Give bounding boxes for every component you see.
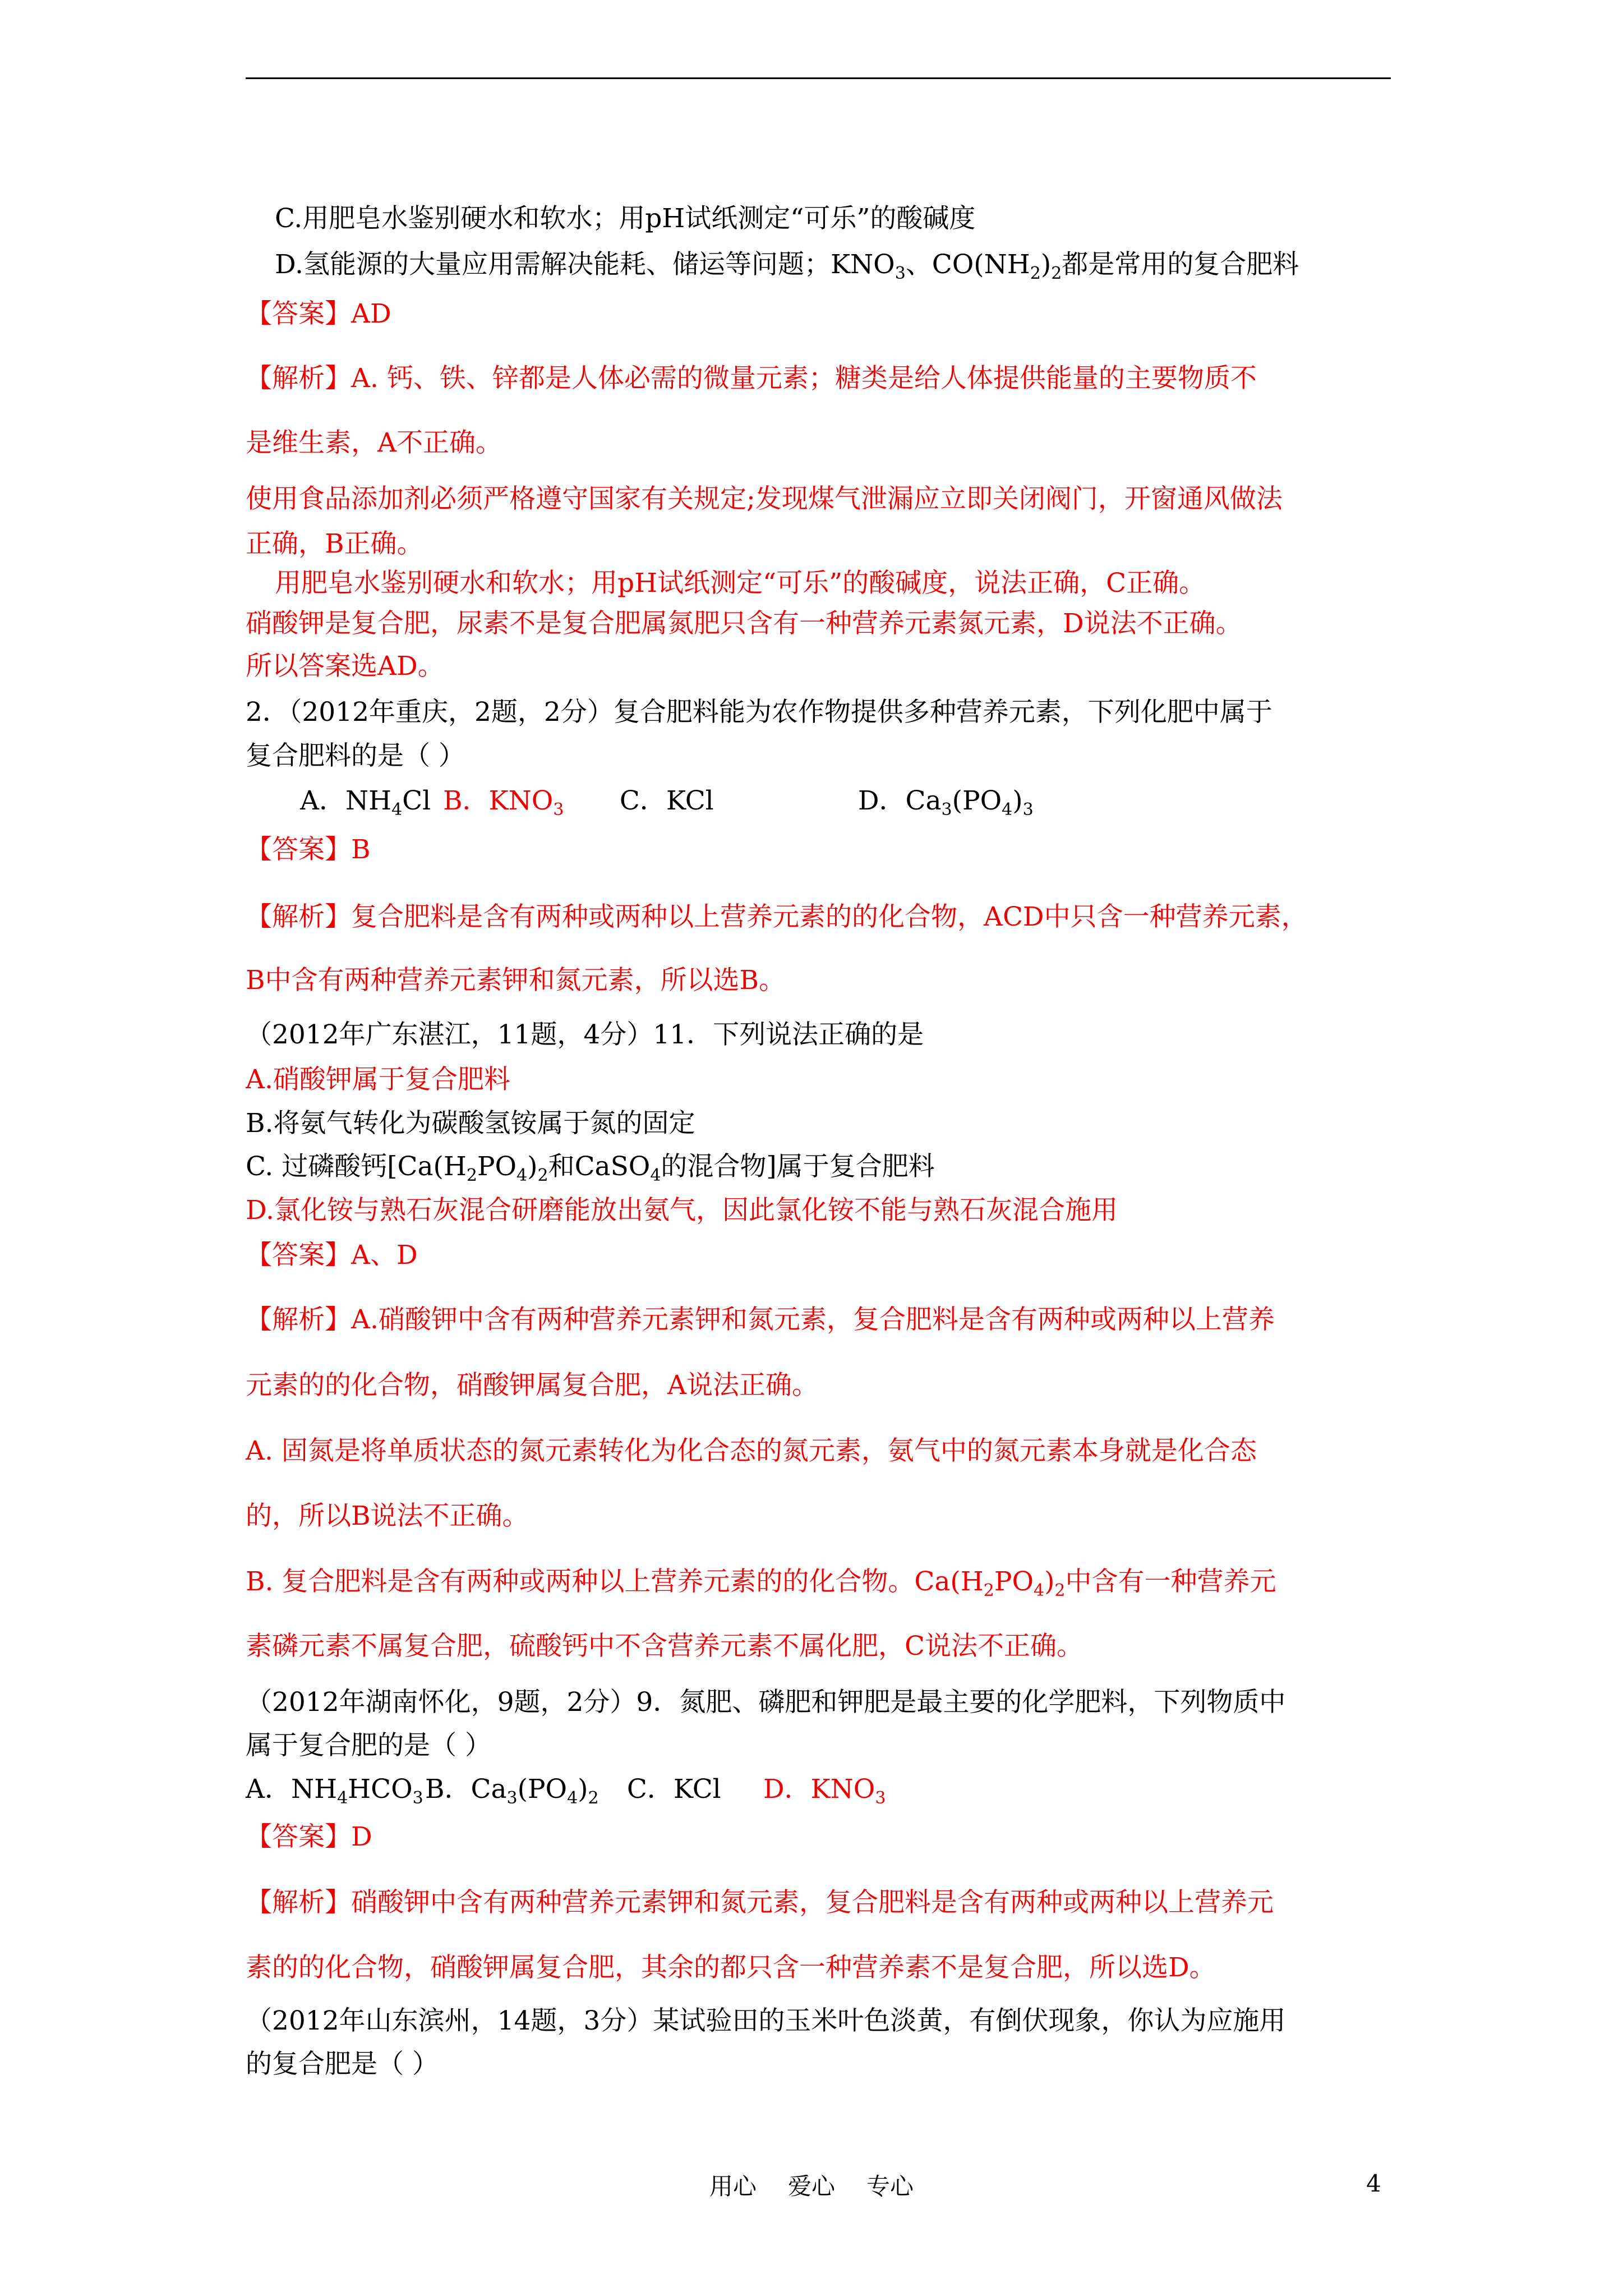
explanation-3-line-6: 素磷元素不属复合肥，硫酸钙中不含营养元素不属化肥，C说法不正确。 xyxy=(246,1631,1083,1662)
answer-3: 【答案】A、D xyxy=(246,1240,418,1271)
question-5-line-1: （2012年山东滨州，14题，3分）某试验田的玉米叶色淡黄，有倒伏现象，你认为应施用 xyxy=(246,2005,1286,2036)
option-c-line: C.用肥皂水鉴别硬水和软水；用pH试纸测定“可乐”的酸碱度 xyxy=(275,203,976,234)
footer-item: 用心 xyxy=(709,2173,757,2200)
q2-option-a: A．$NH_4Cl$ xyxy=(300,785,431,820)
explanation-1-line-6: 硝酸钾是复合肥，尿素不是复合肥属氮肥只含有一种营养元素氮元素，D说法不正确。 xyxy=(246,608,1242,639)
footer-item: 爱心 xyxy=(787,2173,835,2200)
explanation-4-line-2: 素的的化合物，硝酸钾属复合肥，其余的都只含一种营养素不是复合肥，所以选D。 xyxy=(246,1952,1216,1983)
question-3-option-b: B.将氨气转化为碳酸氢铵属于氮的固定 xyxy=(246,1108,695,1139)
question-4-line-2: 属于复合肥的是（ ） xyxy=(246,1730,491,1761)
question-5-line-2: 的复合肥是（ ） xyxy=(246,2049,439,2079)
explanation-4-line-1: 【解析】硝酸钾中含有两种营养元素钾和氮元素，复合肥料是含有两种或两种以上营养元 xyxy=(246,1887,1274,1918)
q2-option-b: B．$KNO_3$ xyxy=(442,785,564,820)
question-3-option-a: A.硝酸钾属于复合肥料 xyxy=(246,1064,510,1095)
option-d-line: D.氢能源的大量应用需解决能耗、储运等问题；$KNO_3$、$CO(NH_2)_2$都是常用的复合肥料 xyxy=(275,249,1299,283)
explanation-3-line-3: A. 固氮是将单质状态的氮元素转化为化合态的氮元素，氨气中的氮元素本身就是化合态 xyxy=(246,1435,1257,1466)
explanation-1-line-2: 是维生素，A不正确。 xyxy=(246,427,502,458)
explanation-3-line-1: 【解析】A.硝酸钾中含有两种营养元素钾和氮元素，复合肥料是含有两种或两种以上营养 xyxy=(246,1304,1275,1335)
footer-item: 专心 xyxy=(866,2173,914,2200)
answer-4: 【答案】D xyxy=(246,1821,372,1852)
question-3-option-c: C. 过磷酸钙[$Ca(H_2PO_4)_2$和CaSO$_4$的混合物]属于复合肥料 xyxy=(246,1151,935,1185)
explanation-2-line-1: 【解析】复合肥料是含有两种或两种以上营养元素的的化合物，ACD中只含一种营养元素， xyxy=(246,901,1308,932)
q4-option-b: B．$Ca_3(PO_4)_2$ xyxy=(425,1774,599,1808)
answer-2: 【答案】B xyxy=(246,834,371,865)
explanation-1-line-7: 所以答案选AD。 xyxy=(246,651,444,682)
answer-1: 【答案】AD xyxy=(246,298,391,329)
q2-option-d: D．$Ca_3(PO_4)_3$ xyxy=(857,785,1034,820)
explanation-1-line-5: 用肥皂水鉴别硬水和软水；用pH试纸测定“可乐”的酸碱度，说法正确，C正确。 xyxy=(275,568,1206,599)
question-3: （2012年广东湛江，11题，4分）11．下列说法正确的是 xyxy=(246,1019,924,1050)
q4-option-c: C．KCl xyxy=(626,1774,721,1805)
explanation-1-line-4: 正确，B正确。 xyxy=(246,528,423,559)
explanation-1-line-3: 使用食品添加剂必须严格遵守国家有关规定;发现煤气泄漏应立即关闭阀门，开窗通风做法 xyxy=(246,484,1283,514)
header-rule xyxy=(246,77,1391,79)
question-2-options xyxy=(300,784,1034,818)
explanation-3-line-5: B. 复合肥料是含有两种或两种以上营养元素的的化合物。$Ca(H_2PO_4)_2$中含有一种营养元 xyxy=(246,1566,1276,1600)
question-2-line-2: 复合肥料的是（ ） xyxy=(246,740,465,771)
q4-option-a: A．$NH_4HCO_3$ xyxy=(246,1774,423,1808)
question-4-line-1: （2012年湖南怀化，9题，2分）9．氮肥、磷肥和钾肥是最主要的化学肥料，下列物质中 xyxy=(246,1687,1286,1718)
q4-option-d: D．$KNO_3$ xyxy=(763,1774,886,1808)
explanation-1-line-1: 【解析】A. 钙、铁、锌都是人体必需的微量元素；糖类是给人体提供能量的主要物质不 xyxy=(246,363,1257,394)
page-number: 4 xyxy=(1366,2170,1381,2197)
explanation-3-line-4: 的，所以B说法不正确。 xyxy=(246,1501,529,1531)
question-2-line-1: 2．（2012年重庆，2题，2分）复合肥料能为农作物提供多种营养元素，下列化肥中属于 xyxy=(246,697,1272,728)
q2-option-c: C．KCl xyxy=(619,785,714,816)
explanation-2-line-2: B中含有两种营养元素钾和氮元素，所以选B。 xyxy=(246,965,786,996)
explanation-3-line-2: 元素的的化合物，硝酸钾属复合肥，A说法正确。 xyxy=(246,1370,818,1401)
question-4-options xyxy=(246,1773,886,1806)
question-3-option-d: D.氯化铵与熟石灰混合研磨能放出氨气，因此氯化铵不能与熟石灰混合施用 xyxy=(246,1195,1118,1226)
